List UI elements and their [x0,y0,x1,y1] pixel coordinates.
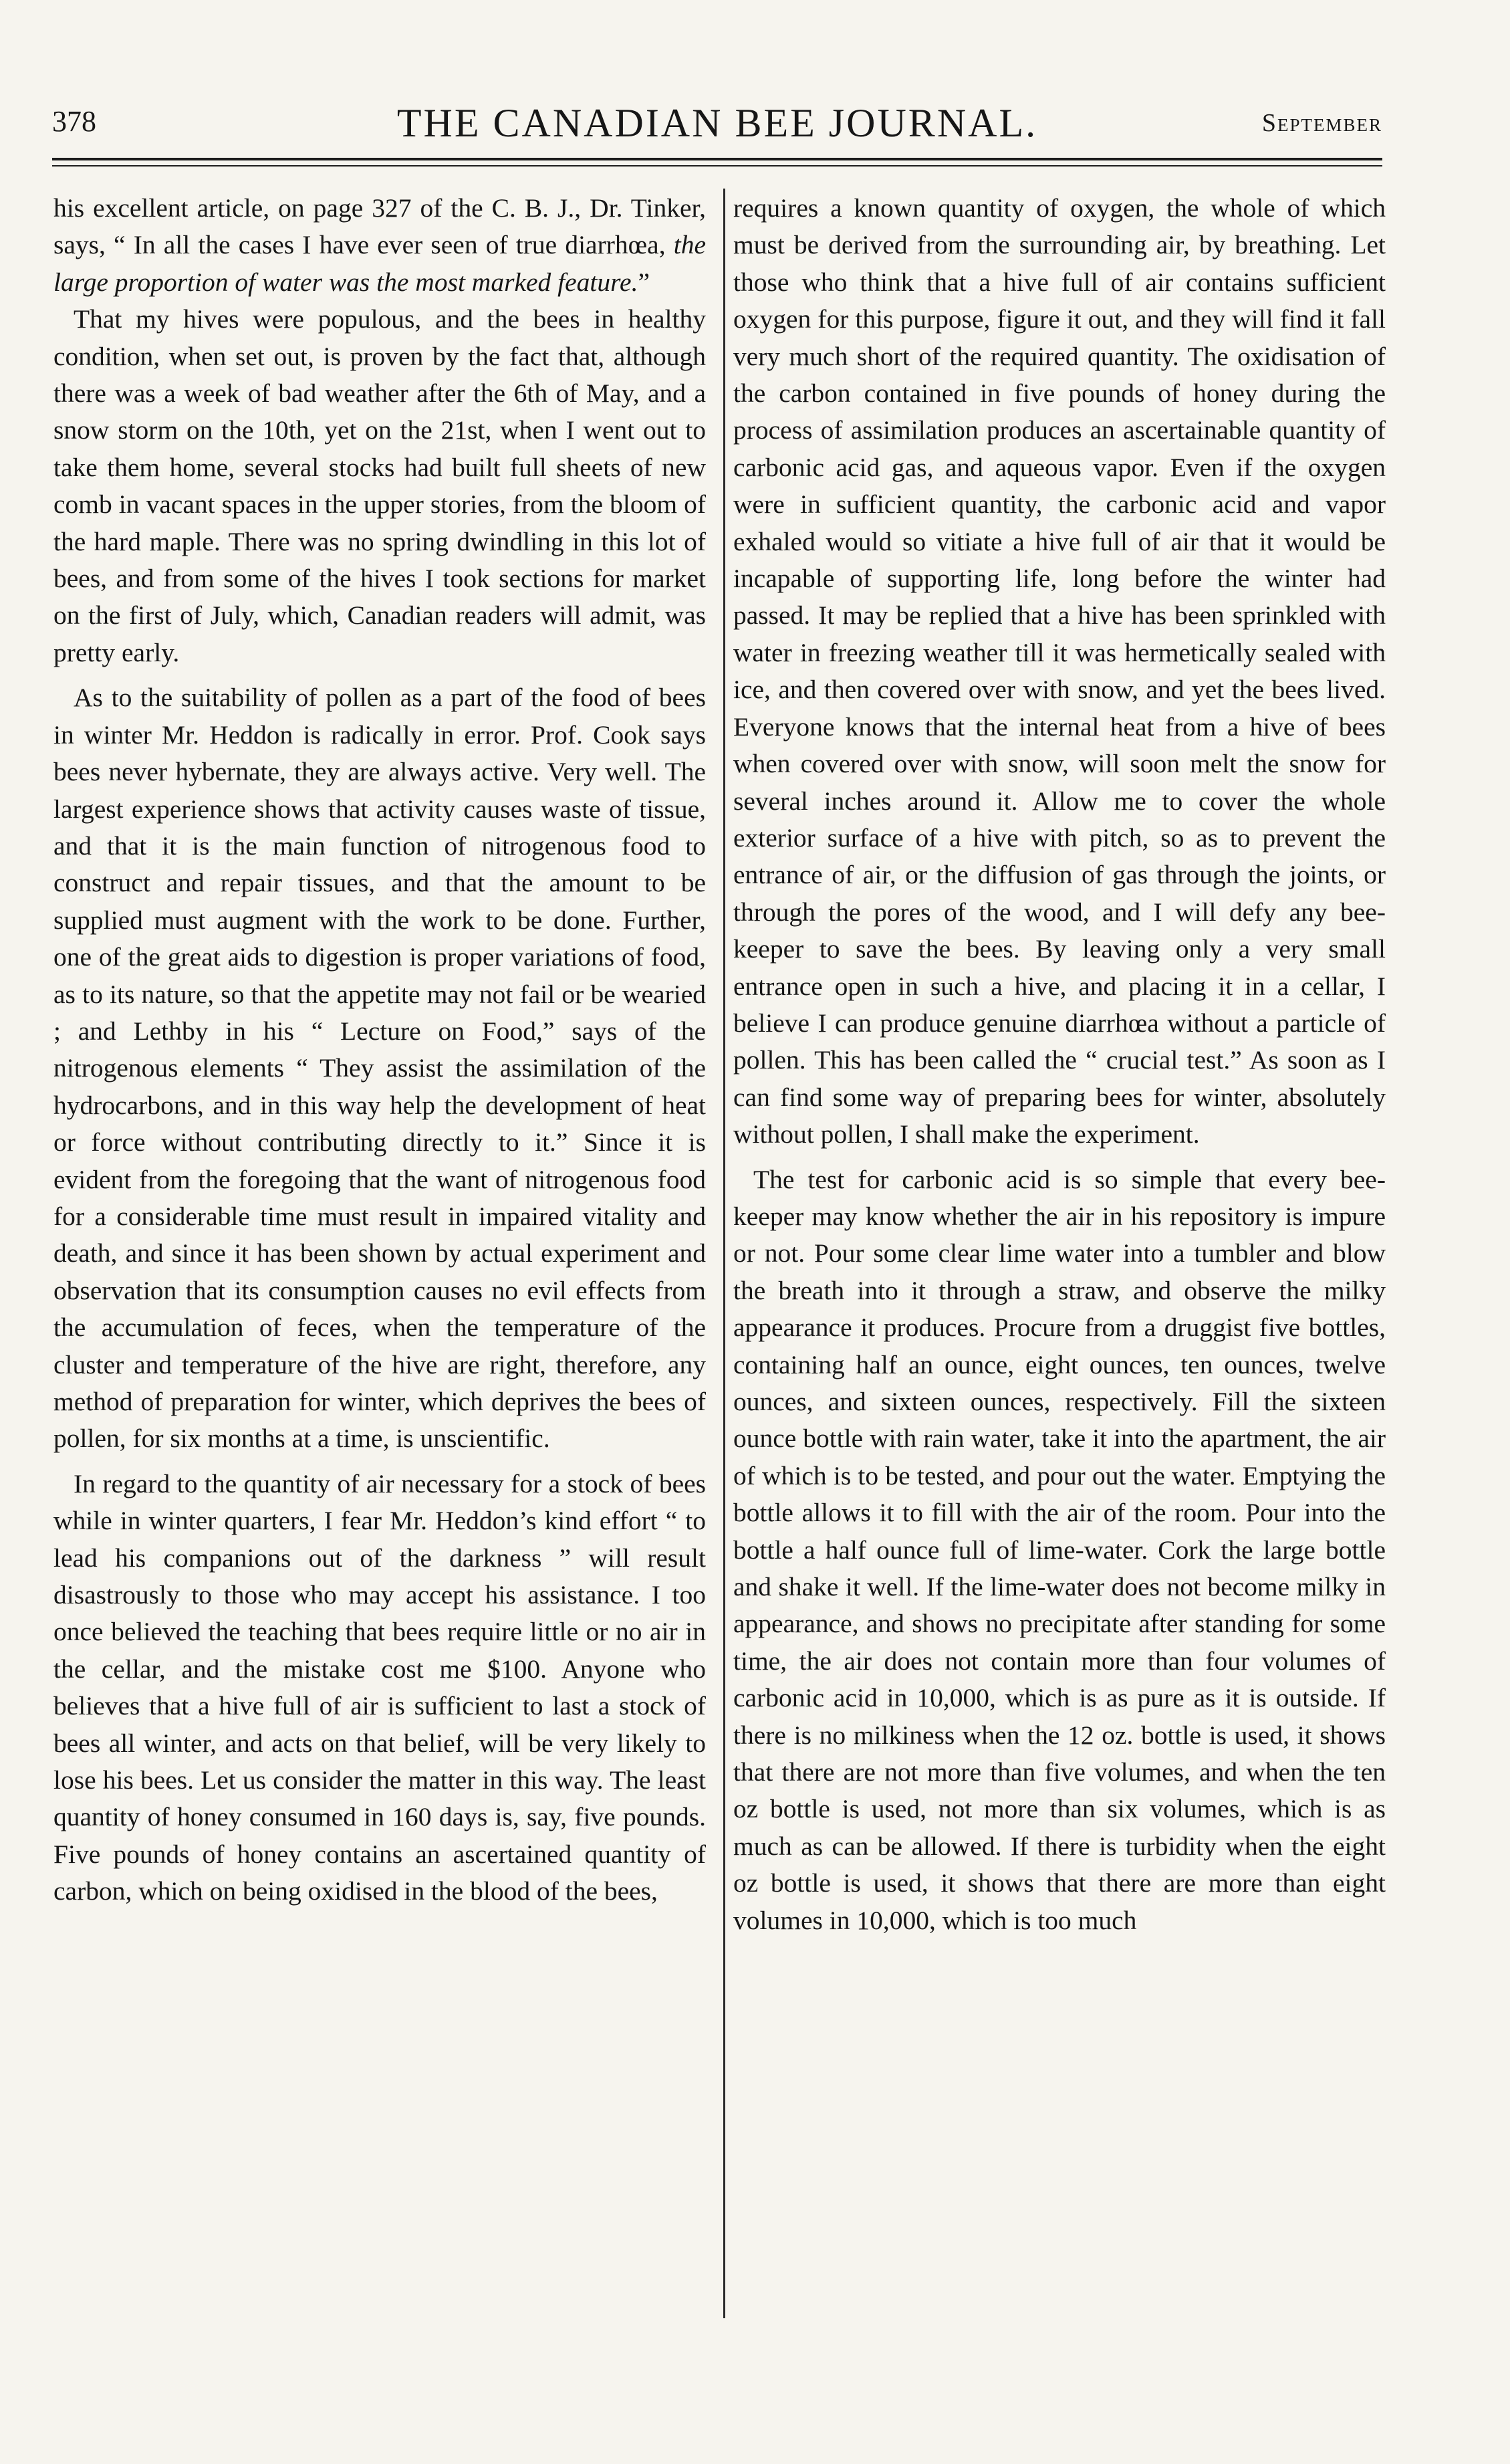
left-paragraph-3: As to the suitability of pollen as a part of the food of bees in winter Mr. Heddon is radically in error. Prof. Cook says bees never hybernate, they are always active. Very well. The largest experience shows that activity causes waste of tissue, and that it is the main function of nitrogenous food to construct and repair tissues, and that the amount to be supplied must augment with the work to be done. Further, one of the great aids to digestion is proper variations of food, as to its nature, so that the appetite may not fail or be wearied ; and Lethby in his “ Lecture on Food,” says of the nitrogenous elements “ They assist the assimilation of the hydrocarbons, and in this way help the development of heat or force without contributing directly to it.” Since it is evident from the foregoing that the want of nitrogenous food for a considerable time must result in impaired vitality and death, and since it has been shown by actual experiment and observation that its consumption causes no evil effects from the accumulation of feces, when the temperature of the cluster and temperature of the hive are right, therefore, any method of preparation for winter, which deprives the bees of pollen, for six months at a time, is unscientific. [53,683,706,1454]
header-rule-thick [52,158,1382,160]
left-p1-closing-quote: ” [638,267,650,297]
left-column [53,190,706,1910]
right-paragraph-1: requires a known quantity of oxygen, the whole of which must be derived from the surrounding air, by breathing. Let those who think that a hive full of air contains sufficient oxygen for this purpose, figure it out, and they will find it fall very much short of the required quantity. The oxidisation of the carbon contained in five pounds of honey during the process of assimilation produces an ascertainable quantity of carbonic acid gas, and aqueous vapor. Even if the oxygen were in sufficient quantity, the carbonic acid and vapor exhaled would so vitiate a hive full of air that it would be incapable of supporting life, long before the winter had passed. It may be replied that a hive has been sprinkled with water in freezing weather till it was hermetically sealed with ice, and then covered over with snow, and yet the bees lived. Everyone knows that the internal heat from a hive of bees when covered over with snow, will soon melt the snow for several inches around it. Allow me to cover the whole exterior surface of a hive with pitch, so as to prevent the entrance of air, or the diffusion of gas through the joints, or through the pores of the wood, and I will defy any bee-keeper to save the bees. By leaving only a very small entrance open in such a hive, and placing it in a cellar, I believe I can produce genuine diarrhœa without a particle of pollen. This has been called the “ crucial test.” As soon as I can find some way of preparing bees for winter, absolutely without pollen, I shall make the experiment. [733,193,1386,1149]
left-paragraph-1 [53,190,706,301]
header-rule-thin [52,165,1382,166]
page-header [52,99,1382,152]
left-p1-text: his excellent article, on page 327 of the C. B. J., Dr. Tinker, says, “ In all the cases I have ever seen of true diarrhœa, [53,193,706,260]
right-column [733,190,1386,1939]
column-divider [723,189,725,2318]
left-paragraph-2: That my hives were populous, and the bees in healthy condition, when set out, is proven by the fact that, although there was a week of bad weather after the 6th of May, and a snow storm on the 10th, yet on the 21st, when I went out to take them home, several stocks had built full sheets of new comb in vacant spaces in the upper stories, from the bloom of the hard maple. There was no spring dwindling in this lot of bees, and from some of the hives I took sections for market on the first of July, which, Canadian readers will admit, was pretty early. [53,304,706,667]
journal-title: THE CANADIAN BEE JOURNAL. [396,101,1038,145]
right-paragraph-2: The test for carbonic acid is so simple that every bee-keeper may know whether the air in his repository is impure or not. Pour some clear lime water into a tumbler and blow the breath into it through a straw, and observe the milky appearance it produces. Procure from a druggist five bottles, containing half an ounce, eight ounces, ten ounces, twelve ounces, and sixteen ounces, respectively. Fill the sixteen ounce bottle with rain water, take it into the apartment, the air of which is to be tested, and pour out the water. Emptying the bottle allows it to fill with the air of the room. Pour into the bottle a half ounce full of lime-water. Cork the large bottle and shake it well. If the lime-water does not become milky in appearance, and shows no precipitate after standing for some time, the air does not contain more than four volumes of carbonic acid in 10,000, which is as pure as it is outside. If there is no milkiness when the 12 oz. bottle is used, it shows that there are not more than five volumes, and when the ten oz bottle is used, not more than six volumes, which is as much as can be allowed. If there is turbidity when the eight oz bottle is used, it shows that there are more than eight volumes in 10,000, which is too much [733,1164,1386,1935]
left-paragraph-4: In regard to the quantity of air necessary for a stock of bees while in winter quarters, I fear Mr. Heddon’s kind effort “ to lead his companions out of the darkness ” will result disastrously to those who may accept his assistance. I too once believed the teaching that bees require little or no air in the cellar, and the mistake cost me $100. Anyone who believes that a hive full of air is sufficient to last a stock of bees all winter, and acts on that belief, will be very likely to lose his bees. Let us consider the matter in this way. The least quantity of honey consumed in 160 days is, say, five pounds. Five pounds of honey contains an ascertained quantity of carbon, which on being oxidised in the blood of the bees, [53,1468,706,1906]
page-number: 378 [52,105,96,138]
issue-month: September [1261,109,1382,137]
left-p1-italic-quote: the large proportion of water was the most marked feature. [53,230,706,297]
